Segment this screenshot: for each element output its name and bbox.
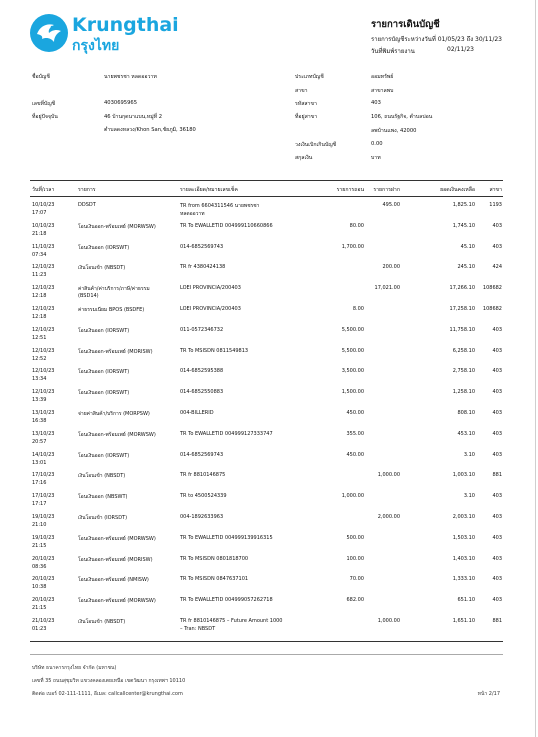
address-label: ที่อยู่ปัจจุบัน [32,114,58,120]
cell-detail: TR To MSISDN 0811549813 [180,347,249,354]
cell-balance: 808.10 [457,410,475,416]
cell-date: 19/10/23 [32,534,55,541]
cell-item: โอนเงินออก (IORSWT) [78,369,130,376]
cell-withdraw: 682.00 [346,597,364,604]
cell-balance: 17,266.10 [449,285,475,292]
cell-date: 10/10/23 [32,222,55,229]
cell-date: 20/10/23 [32,576,55,583]
cell-item: ค่าธรรมเนียม BPOS (BSDFE) [78,307,145,313]
cell-balance: 3.10 [463,493,475,500]
col-header-balance: ยอดเงินคงเหลือ [440,187,475,193]
cell-balance: 245.10 [457,264,475,271]
col-header-deposit: รายการฝาก [373,187,400,193]
cell-withdraw: 450.00 [346,410,364,416]
cell-branch: 403 [492,243,502,250]
cell-branch: 403 [492,347,502,354]
cell-detail: TR To EWALLETID 004999057262718 [180,597,273,604]
account-name-label: ชื่อบัญชี [32,74,50,80]
cell-balance: 1,003.10 [452,472,475,479]
cell-time: 21:15 [32,605,47,612]
cell-detail2: – Tran: NBSDT [180,626,216,632]
cell-balance: 1,651.10 [452,618,475,624]
cell-deposit: 17,021.00 [374,285,400,292]
statement-title: รายการเดินบัญชี [371,19,440,30]
krungthai-logo [30,14,180,56]
cell-detail: TR fr 8810146875 – Future Amount 1000 [180,618,283,624]
cell-date: 13/10/23 [32,430,55,437]
cell-item: โอนเงินออก-พร้อมเพย์ (MORWSW) [78,535,156,542]
cell-branch: 403 [492,326,502,333]
cell-balance: 1,825.10 [452,202,475,208]
cell-date: 14/10/23 [32,451,55,458]
currency: บาท [371,155,381,161]
cell-branch: 403 [492,597,502,604]
cell-withdraw: 1,500.00 [341,389,364,396]
cell-item: โอนเงินออก-พร้อมเพย์ (MORWSW) [78,223,156,230]
cell-time: 13:34 [32,376,47,383]
cell-detail: TR To EWALLETID 004999110660866 [180,222,273,229]
cell-date: 12/10/23 [32,285,55,292]
cell-detail: 004-1892633963 [180,514,224,520]
cell-detail: LOEI PROVINCIA/200403 [180,306,241,312]
cell-withdraw: 1,700.00 [341,243,364,250]
cell-balance: 651.10 [457,597,475,604]
cell-date: 19/10/23 [32,514,55,520]
cell-branch: 424 [492,264,502,271]
address-line-2: ตำบลดงหลวง/Khon San,ชัยภูมิ, 36180 [104,127,196,133]
cell-time: 21:18 [32,230,47,237]
branch: สาขาลพบ [371,88,394,94]
cell-date: 12/10/23 [32,368,55,375]
cell-branch: 403 [492,555,502,562]
cell-branch: 403 [492,410,502,416]
cell-time: 01:23 [32,626,47,632]
cell-branch: 403 [492,368,502,375]
cell-time: 17:07 [32,210,47,216]
cell-balance: 2,003.10 [452,514,475,520]
cell-date: 20/10/23 [32,597,55,604]
cell-deposit: 1,000.00 [377,618,400,624]
cell-balance: 453.10 [457,430,475,437]
cell-item: โอนเงินออก (IORSWT) [78,244,130,251]
bird-emblem-icon [30,14,68,52]
cell-withdraw: 8.00 [352,306,364,312]
cell-date: 17/10/23 [32,472,55,479]
cell-detail: TR To EWALLETID 004999139916315 [180,534,273,541]
print-date: 02/11/23 [447,46,474,53]
cell-deposit: 1,000.00 [377,472,400,479]
cell-item: ค่าสินค้า/ค่าบริการ/ภาษี/ค่าธรรม [78,286,150,293]
cell-detail: TR to 4500524339 [180,493,227,500]
branch-code: 403 [371,100,381,106]
cell-deposit: 495.00 [382,202,400,208]
col-header-item: รายการ [78,187,96,193]
currency-label: สกุลเงิน [295,155,313,161]
cell-date: 12/10/23 [32,326,55,333]
cell-detail: 014-6852569743 [180,243,224,250]
cell-branch: 108682 [482,285,502,292]
cell-branch: 403 [492,534,502,541]
cell-item: โอนเงินออก (IORSWT) [78,390,130,397]
cell-balance: 1,333.10 [452,576,475,583]
account-name: นายพชรชา หลดออวาท [104,74,157,80]
cell-detail: 004-BILLERID [180,410,214,416]
cell-time: 12:18 [32,314,47,320]
cell-item: จ่ายค่าสินค้า/บริการ (MORPSW) [78,411,150,417]
branch-code-label: รหัสสาขา [295,101,317,107]
cell-time: 12:51 [32,334,47,341]
footer-rule [30,654,503,655]
col-header-branch: สาขา [489,187,502,193]
cell-item: โอนเงินออก-พร้อมเพย์ (MORWSW) [78,598,156,605]
cell-item: โอนเงินออก-พร้อมเพย์ (MORISW) [78,348,153,355]
cell-date: 20/10/23 [32,555,55,562]
branch-address-label: ที่อยู่สาขา [295,114,318,120]
cell-balance: 2,758.10 [452,368,475,375]
cell-date: 11/10/23 [32,243,55,250]
cell-detail: 014-6852550883 [180,389,224,396]
cell-item2: (BSD14) [78,293,99,300]
cell-item: เงินโอนเข้า (NBSDT) [78,619,126,625]
cell-date: 12/10/23 [32,264,55,271]
cell-detail: TR fr 4380424138 [180,264,226,271]
cell-branch: 403 [492,222,502,229]
brand-name-en: Krungthai [72,14,179,36]
col-header-withdraw: รายการถอน [336,187,364,193]
statement-period: รายการบัญชีระหว่างวันที่ 01/05/23 ถึง 30/11/23 [371,36,502,43]
cell-withdraw: 1,000.00 [341,493,364,500]
branch-address-line-2: ลพบ้านแพง, 42000 [371,128,417,134]
table-header-rule [30,196,503,197]
cell-balance: 17,258.10 [449,306,475,312]
cell-date: 10/10/23 [32,202,55,208]
cell-item: โอนเงินออก (NBSWT) [78,494,128,501]
cell-balance: 11,758.10 [449,326,475,333]
table-top-rule [30,180,503,181]
cell-item: โอนเงินออก (IORSWT) [78,327,130,334]
cell-balance: 1,403.10 [452,555,475,562]
cell-item: โอนเงินออก-พร้อมเพย์ (MORISW) [78,556,153,563]
cell-balance: 1,258.10 [452,389,475,396]
overdraft-limit-label: วงเงินเบิกเกินบัญชี [295,142,337,148]
cell-withdraw: 70.00 [349,576,364,583]
cell-detail: TR To MSISDN 0847637101 [180,576,249,583]
cell-date: 12/10/23 [32,389,55,396]
cell-item: โอนเงินออก (IORSWT) [78,452,130,459]
col-header-detail: รายละเอียด/หมายเลขเช็ค [180,187,238,193]
cell-item: โอนเงินออก-พร้อมเพย์ (NMISW) [78,577,149,584]
cell-date: 12/10/23 [32,347,55,354]
cell-date: 13/10/23 [32,410,55,416]
cell-branch: 403 [492,576,502,583]
cell-time: 12:18 [32,293,47,300]
cell-withdraw: 500.00 [346,534,364,541]
cell-branch: 108682 [482,306,502,312]
cell-time: 13:39 [32,397,47,404]
cell-time: 11:23 [32,272,47,279]
cell-time: 13:01 [32,459,47,466]
cell-time: 10:38 [32,584,47,591]
cell-time: 21:15 [32,542,47,549]
table-bottom-rule [30,641,503,642]
footer-contact: ติดต่อ เบอร์ 02-111-1111, อีเมล: callcallcenter@krungthai.com [32,691,183,697]
cell-withdraw: 80.00 [349,222,364,229]
account-number-label: เลขที่บัญชี [32,101,56,107]
print-date-label: วันที่พิมพ์รายงาน [371,48,415,55]
cell-date: 12/10/23 [32,306,55,312]
cell-deposit: 2,000.00 [377,514,400,520]
account-type: ออมทรัพย์ [371,74,394,80]
cell-detail: LOEI PROVINCIA/200403 [180,285,241,292]
cell-balance: 6,258.10 [452,347,475,354]
cell-date: 17/10/23 [32,493,55,500]
cell-withdraw: 5,500.00 [341,347,364,354]
page-edge [535,0,536,737]
cell-time: 17:17 [32,501,47,508]
cell-detail: TR To MSISDN 0801818700 [180,555,249,562]
cell-time: 16:38 [32,418,47,424]
branch-address-line-1: 106, ถนนรัฐกิจ, ตำบลบ่อน [371,114,433,120]
cell-withdraw: 5,500.00 [341,326,364,333]
cell-item: DDSDT [78,202,96,208]
account-type-label: ประเภทบัญชี [295,74,324,80]
overdraft-limit: 0.00 [371,141,383,147]
cell-time: 07:34 [32,251,47,258]
cell-withdraw: 450.00 [346,451,364,458]
cell-detail: TR To EWALLETID 004999127333747 [180,430,273,437]
cell-branch: 403 [492,493,502,500]
cell-time: 17:16 [32,480,47,487]
cell-deposit: 200.00 [382,264,400,271]
footer-address: เลขที่ 35 ถนนสุขุมวิท แขวงคลองเตยเหนือ เขตวัฒนา กรุงเทพฯ 10110 [32,678,186,684]
cell-branch: 403 [492,451,502,458]
cell-detail: 011-0572346732 [180,326,224,333]
cell-withdraw: 355.00 [346,430,364,437]
cell-branch: 1193 [489,202,502,208]
cell-branch: 881 [492,472,502,479]
cell-detail: 014-6852595388 [180,368,224,375]
brand-name-th: กรุงไทย [72,38,120,54]
cell-detail: TR fr 8810146875 [180,472,226,479]
account-number: 4030695965 [104,100,138,106]
cell-balance: 1,503.10 [452,534,475,541]
col-header-date: วันที่/เวลา [32,187,55,193]
cell-detail2: หลดออวาท [180,211,205,217]
cell-balance: 45.10 [460,243,475,250]
cell-time: 08:36 [32,563,47,570]
cell-withdraw: 100.00 [346,555,364,562]
cell-time: 12:52 [32,355,47,362]
cell-branch: 403 [492,430,502,437]
cell-item: โอนเงินออก-พร้อมเพย์ (MORWSW) [78,431,156,438]
cell-time: 21:10 [32,522,47,528]
address-line-1: 46 บ้านกุดนาแบน,หมู่ที่ 2 [104,114,163,120]
cell-time: 20:57 [32,438,47,445]
cell-item: เงินโอนเข้า (NBSDT) [78,473,126,480]
cell-branch: 403 [492,389,502,396]
cell-branch: 881 [492,618,502,624]
cell-balance: 1,745.10 [452,222,475,229]
branch-label: สาขา [295,88,308,94]
cell-date: 21/10/23 [32,618,55,624]
cell-withdraw: 3,500.00 [341,368,364,375]
cell-balance: 3.10 [463,451,475,458]
cell-detail: TR from 6604311546 นายพชรชา [180,203,260,209]
cell-branch: 403 [492,514,502,520]
footer-company: บริษัท ธนาคารกรุงไทย จำกัด (มหาชน) [32,665,117,671]
page-number: หน้า 2/17 [477,691,500,697]
cell-detail: 014-6852569743 [180,451,224,458]
cell-item: เงินโอนเข้า (NBSDT) [78,265,126,272]
cell-item: เงินโอนเข้า (IORSDT) [78,515,128,521]
